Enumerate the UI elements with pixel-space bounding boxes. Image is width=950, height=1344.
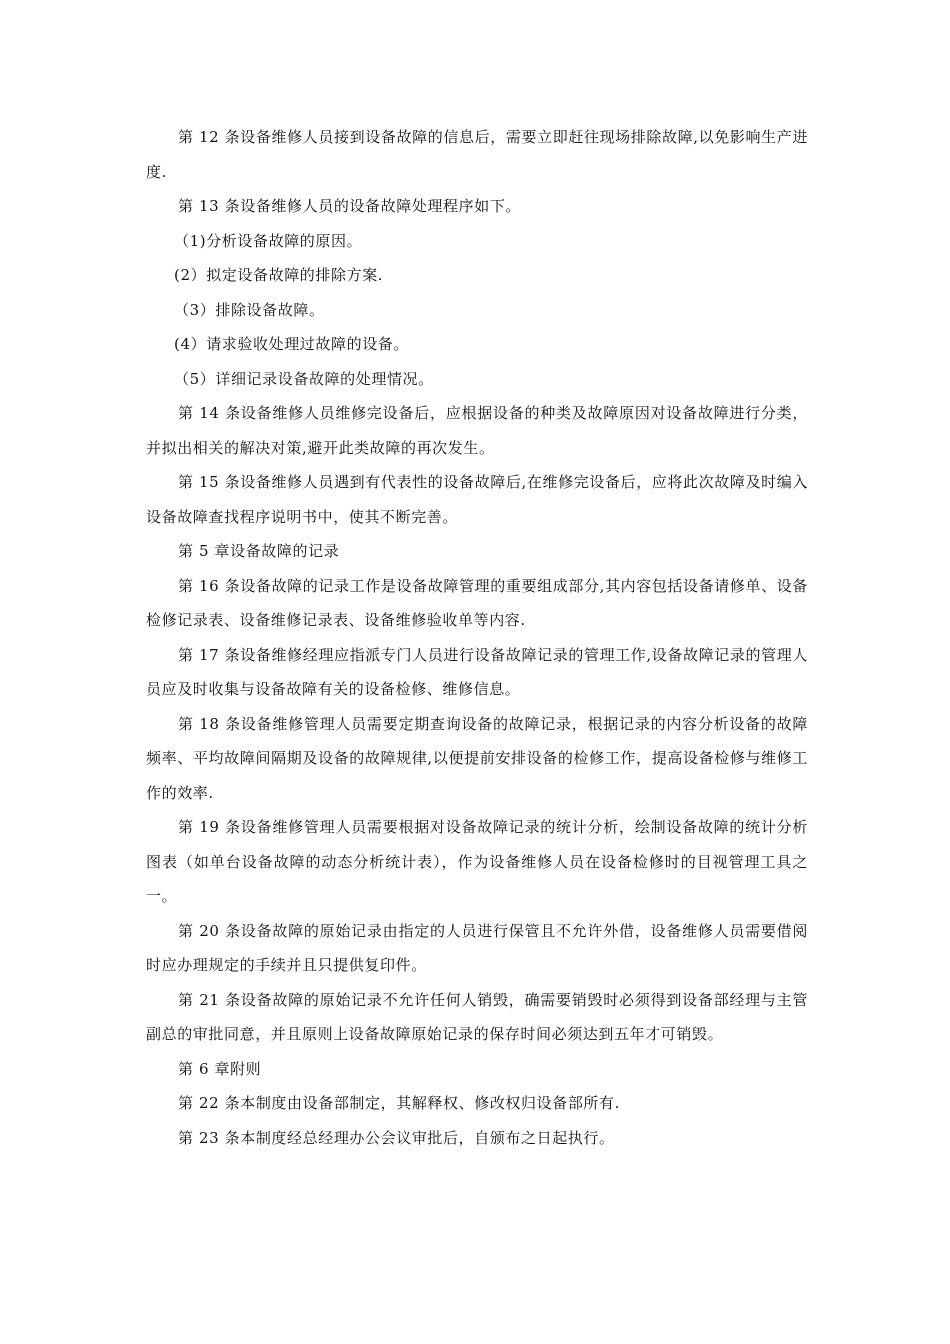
article-13: 第 13 条设备维修人员的设备故障处理程序如下。	[178, 197, 522, 215]
article-15: 第 15 条设备维修人员遇到有代表性的设备故障后,在维修完设备后，应将此次故障及时编入设备故障查找程序说明书中，使其不断完善。	[146, 473, 808, 526]
article-19: 第 19 条设备维修管理人员需要根据对设备故障记录的统计分析，绘制设备故障的统计分析图表（如单台设备故障的动态分析统计表），作为设备维修人员在设备检修时的目视管理工具之一。	[146, 818, 808, 905]
article-21: 第 21 条设备故障的原始记录不允许任何人销毁，确需要销毁时必须得到设备部经理与主管副总的审批同意，并且原则上设备故障原始记录的保存时间必须达到五年才可销毁。	[146, 990, 808, 1043]
article-16: 第 16 条设备故障的记录工作是设备故障管理的重要组成部分,其内容包括设备请修单、设备检修记录表、设备维修记录表、设备维修验收单等内容.	[146, 576, 808, 629]
procedure-step-2: (2）拟定设备故障的排除方案.	[174, 266, 384, 284]
article-23: 第 23 条本制度经总经理办公会议审批后，自颁布之日起执行。	[178, 1128, 615, 1147]
procedure-step-3: （3）排除设备故障。	[174, 300, 325, 319]
procedure-step-5: （5）详细记录设备故障的处理情况。	[174, 369, 434, 388]
document-body	[146, 120, 808, 1155]
article-22: 第 22 条本制度由设备部制定，其解释权、修改权归设备部所有.	[178, 1094, 620, 1112]
article-12: 第 12 条设备维修人员接到设备故障的信息后，需要立即赶往现场排除故障,以免影响生产进度.	[146, 128, 808, 181]
article-18: 第 18 条设备维修管理人员需要定期查询设备的故障记录，根据记录的内容分析设备的故障频率、平均故障间隔期及设备的故障规律,以便提前安排设备的检修工作，提高设备检修与维修工作的效率.	[146, 714, 808, 802]
procedure-step-1: （1)分析设备故障的原因。	[174, 231, 363, 250]
chapter-6-heading: 第 6 章附则	[178, 1059, 262, 1078]
chapter-5-heading: 第 5 章设备故障的记录	[178, 542, 340, 560]
article-20: 第 20 条设备故障的原始记录由指定的人员进行保管且不允许外借，设备维修人员需要借阅时应办理规定的手续并且只提供复印件。	[146, 921, 808, 974]
article-17: 第 17 条设备维修经理应指派专门人员进行设备故障记录的管理工作,设备故障记录的管理人员应及时收集与设备故障有关的设备检修、维修信息。	[146, 645, 808, 698]
article-14: 第 14 条设备维修人员维修完设备后，应根据设备的种类及故障原因对设备故障进行分类，并拟出相关的解决对策,避开此类故障的再次发生。	[146, 404, 808, 457]
procedure-step-4: (4）请求验收处理过故障的设备。	[174, 335, 409, 353]
